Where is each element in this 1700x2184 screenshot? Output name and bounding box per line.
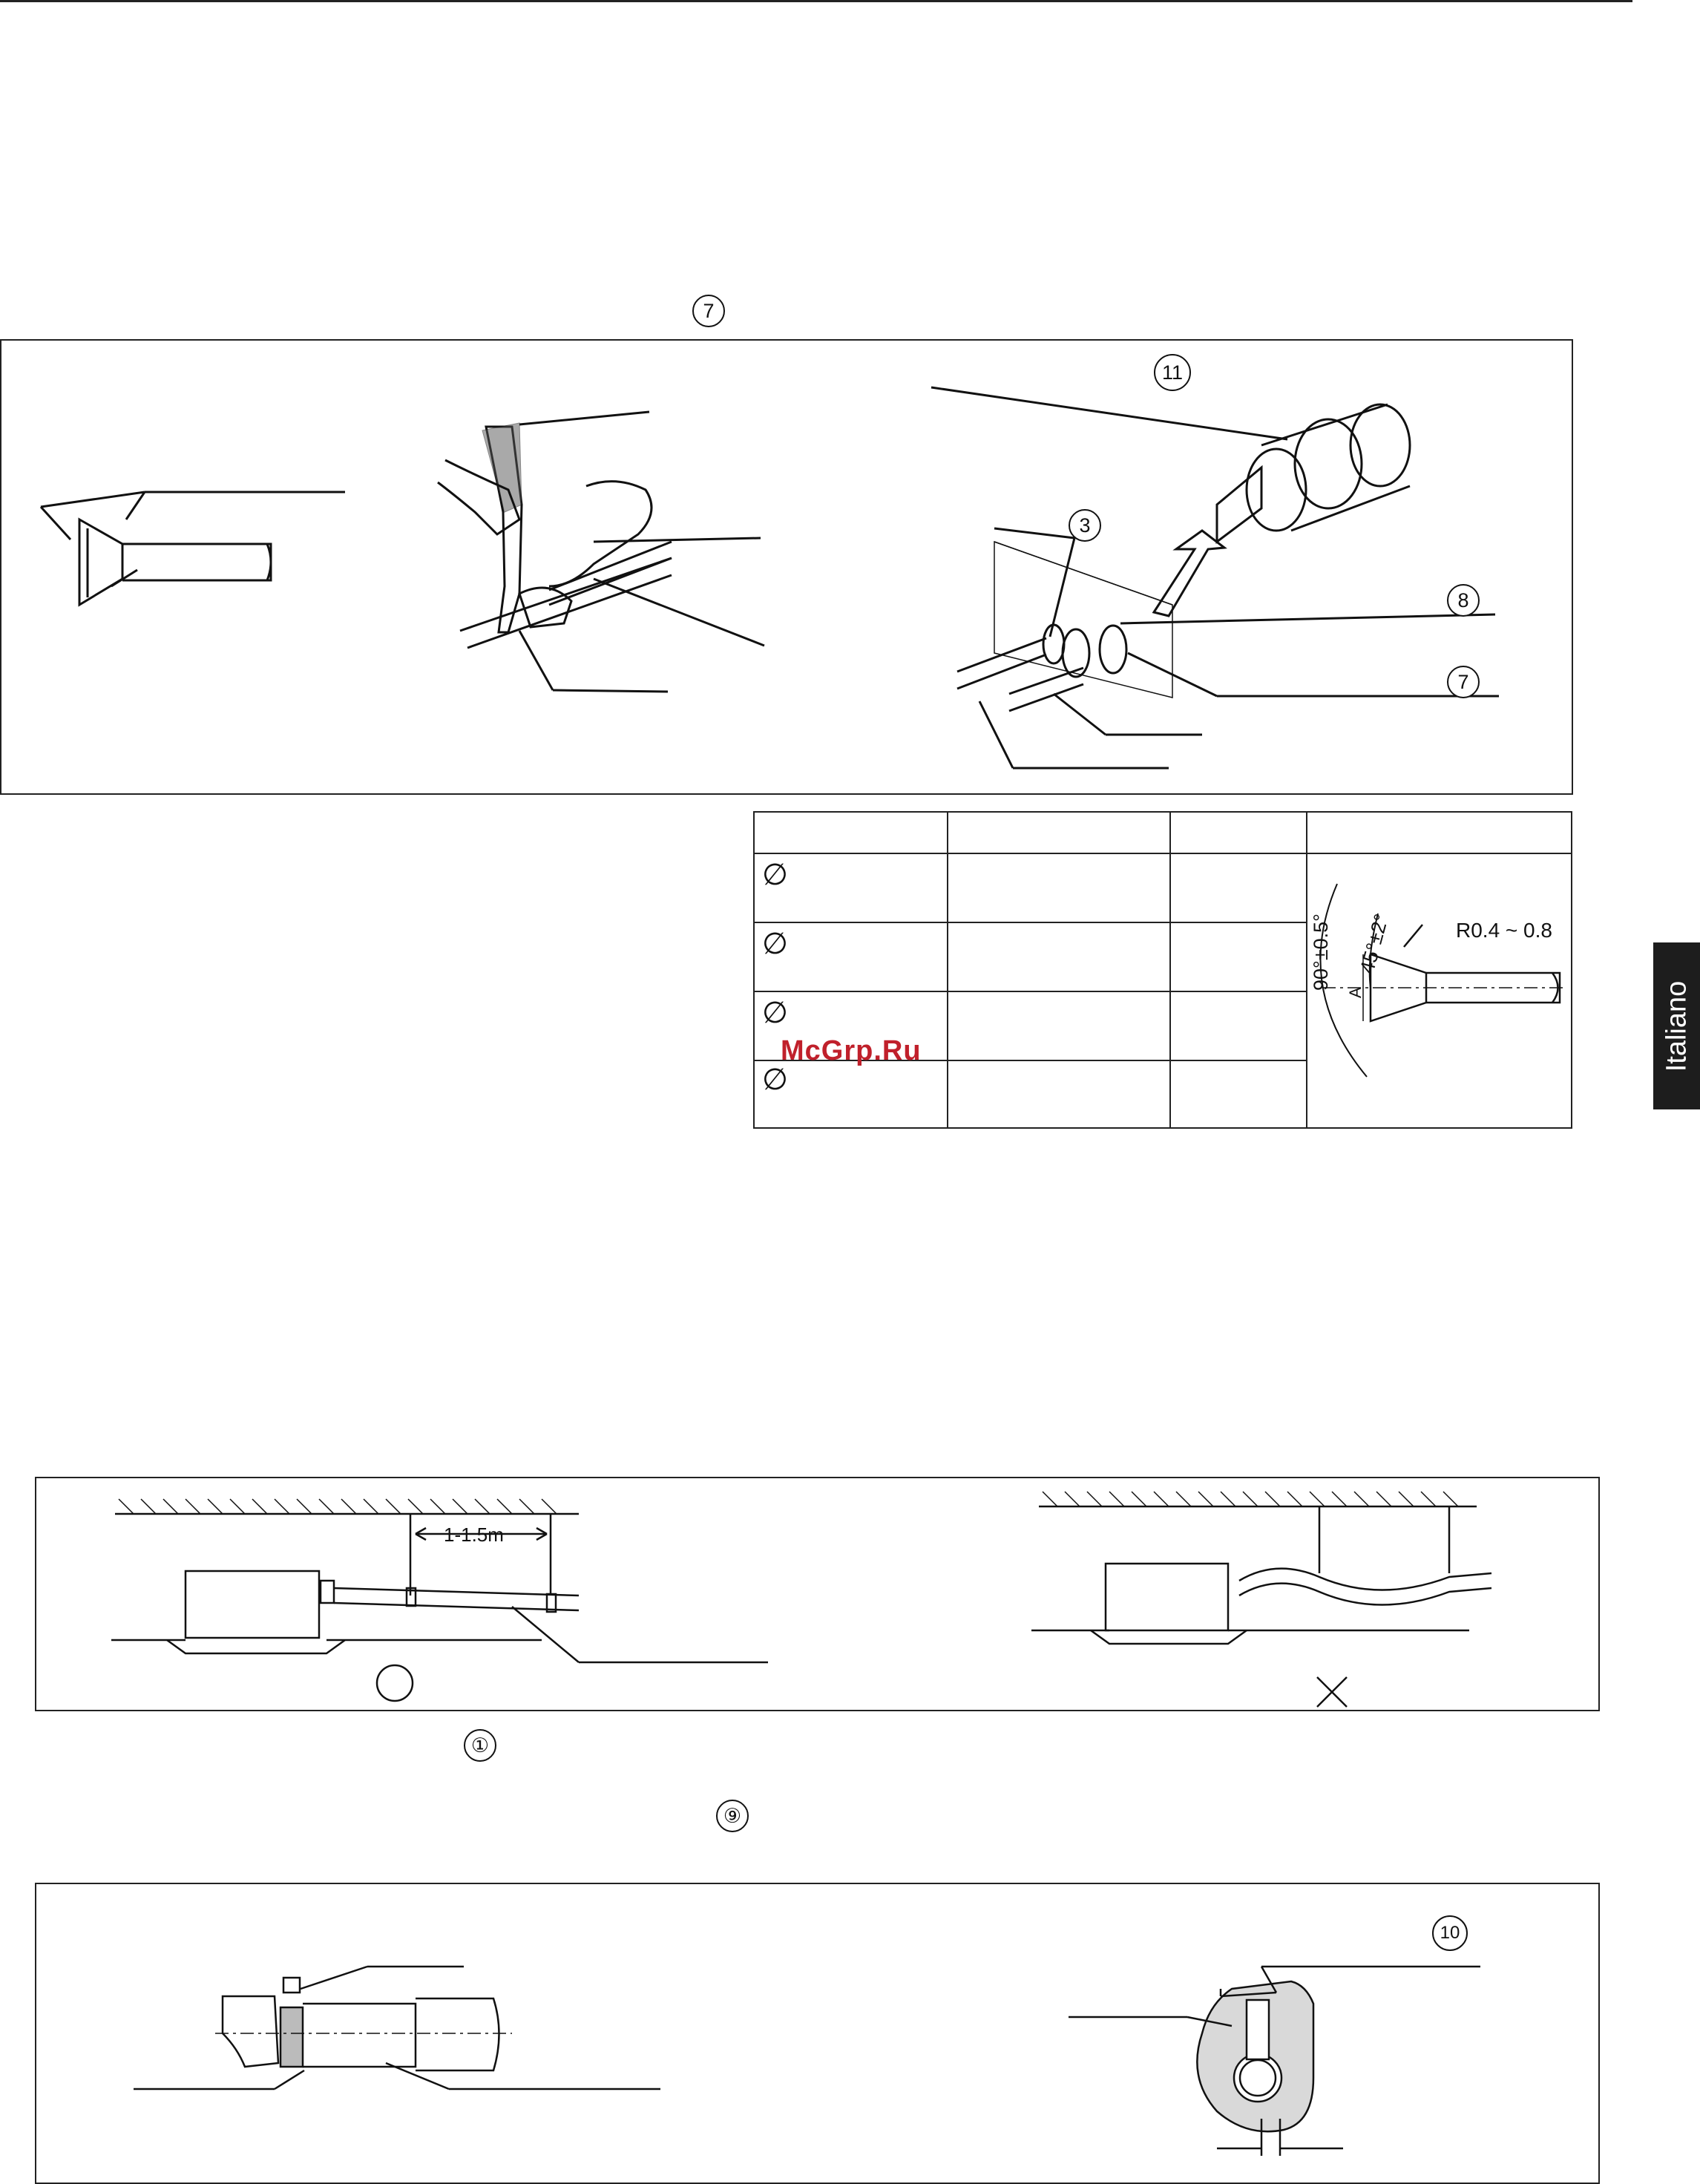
language-tab-label: Italiano [1661, 980, 1692, 1072]
marker-11: 11 [1154, 354, 1191, 391]
angle-45-label: 45°±2° [1356, 911, 1394, 976]
marker-7: 7 [692, 295, 725, 327]
angle-90-label: 90°±0.5° [1310, 914, 1332, 991]
watermark: McGrp.Ru [781, 1035, 922, 1066]
spacing-label: 1-1.5m [444, 1524, 504, 1546]
marker-1: ① [464, 1729, 496, 1762]
marker-8: 8 [1447, 584, 1480, 617]
hose-clamp [280, 2007, 303, 2067]
radius-label: R0.4 ~ 0.8 [1456, 919, 1552, 942]
phi-row-1: ∅ [762, 858, 788, 892]
phi-row-3: ∅ [762, 996, 788, 1030]
drain-hose [303, 2004, 416, 2067]
marker-7b: 7 [1447, 666, 1480, 698]
dim-a-label: A [1346, 987, 1365, 998]
phi-row-2: ∅ [762, 927, 788, 961]
phi-row-4: ∅ [762, 1063, 788, 1097]
drain-socket [223, 1996, 278, 2067]
marker-9: ⑨ [716, 1800, 749, 1832]
marker-10: 10 [1432, 1915, 1468, 1951]
marker-3: 3 [1069, 509, 1101, 542]
